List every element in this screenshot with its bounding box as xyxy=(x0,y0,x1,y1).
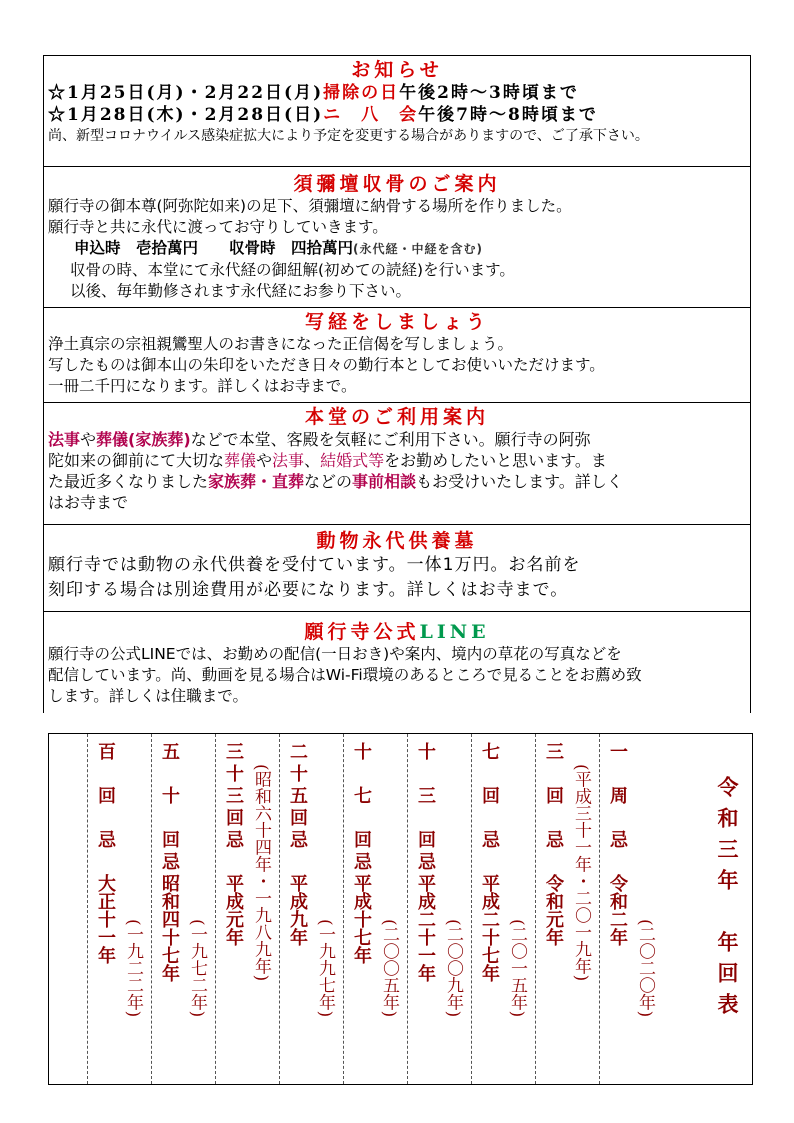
memorial-name: 十 七 回忌 xyxy=(351,742,372,874)
memorial-year: (二〇二〇年) xyxy=(635,919,655,1018)
hondo-text: た最近多くなりました xyxy=(48,472,209,491)
shumidan-price-text: 申込時 壱拾萬円 収骨時 四拾萬円 xyxy=(74,239,354,257)
line-line-2: 配信しています。尚、動画を見る場合はWi-Fi環境のあるところで見ることをお薦め致 xyxy=(48,666,642,684)
shumidan-price-note: (永代経・中経を含む) xyxy=(353,242,483,256)
notice-line-1-event: 掃除の日 xyxy=(323,83,400,103)
shumidan-line-4: 収骨の時、本堂にて永代経の御紐解(初めての読経)を行います。 xyxy=(70,261,515,279)
line-title-text: 願行寺公式 xyxy=(304,621,420,643)
hondo-text: 、 xyxy=(304,451,321,470)
shakyo-line-2: 写したものは御本山の朱印をいただき日々の勤行本としてお使いいただけます。 xyxy=(48,356,605,374)
line-title xyxy=(44,620,750,644)
hondo-text: や xyxy=(256,451,273,470)
memorial-column xyxy=(535,734,600,1084)
memorial-name: 三十三回忌 xyxy=(223,742,244,852)
pet-section xyxy=(44,525,750,612)
memorial-name: 七 回 忌 xyxy=(479,742,500,852)
memorial-year: (一九七二年) xyxy=(187,919,207,1018)
notice-section xyxy=(44,56,750,167)
memorial-era: 平成二十七年 xyxy=(479,874,500,982)
hondo-text: もお受けいたします。詳しく xyxy=(416,472,623,491)
shumidan-title: 須彌壇収骨のご案内 xyxy=(293,173,501,195)
memorial-name: 一 周 忌 xyxy=(607,742,628,852)
memorial-name: 十 三 回忌 xyxy=(415,742,436,874)
hondo-line-3 xyxy=(44,471,750,492)
memorial-era: 大正十一年 xyxy=(95,874,116,964)
notice-line-2-date: ☆1月28日(木)・2月28日(日) xyxy=(48,105,324,125)
memorial-era: 平成元年 xyxy=(223,874,244,946)
memorial-column xyxy=(151,734,216,1084)
memorial-name: 三 回 忌 xyxy=(543,742,564,852)
memorial-year: (一九二二年) xyxy=(123,919,143,1018)
hondo-consult: 事前相談 xyxy=(352,472,417,491)
hondo-text: や xyxy=(80,430,97,449)
shumidan-line-1: 願行寺の御本尊(阿弥陀如来)の足下、須彌壇に納骨する場所を作りました。 xyxy=(48,197,572,215)
notice-board xyxy=(43,55,751,713)
memorial-era: 平成九年 xyxy=(287,874,308,946)
notice-line-2 xyxy=(44,104,750,126)
memorial-name: 百 回 忌 xyxy=(95,742,116,852)
hondo-line-4: はお寺まで xyxy=(48,493,129,512)
hondo-text: 陀如来の御前にて大切な xyxy=(48,451,225,470)
shumidan-price xyxy=(44,238,750,260)
memorial-year: (一九九七年) xyxy=(315,919,335,1018)
hondo-wedding: 結婚式等 xyxy=(320,451,385,470)
notice-line-1-date: ☆1月25日(月)・2月22日(月) xyxy=(48,83,324,103)
notice-line-1-time: 午後2時～3時頃まで xyxy=(399,83,579,103)
memorial-column xyxy=(471,734,536,1084)
hondo-hoji: 法事 xyxy=(48,430,81,449)
memorial-column xyxy=(599,734,664,1084)
hondo-line-1 xyxy=(44,429,750,450)
notice-line-2-time: 午後7時～8時頃まで xyxy=(418,105,598,125)
memorial-year: (二〇〇五年) xyxy=(379,919,399,1018)
hondo-line-2 xyxy=(44,450,750,471)
memorial-era: 平成十七年 xyxy=(351,874,372,964)
memorial-era: 平成二十一年 xyxy=(415,874,436,982)
line-line-3: します。詳しくは住職まで。 xyxy=(48,687,248,705)
memorial-year: (二〇〇九年) xyxy=(443,919,463,1018)
line-title-brand: LINE xyxy=(419,621,490,643)
hondo-text: などの xyxy=(304,472,353,491)
notice-note: 尚、新型コロナウイルス感染症拡大により予定を変更する場合がありますので、ご了承下さい。 xyxy=(48,128,649,144)
memorial-column xyxy=(407,734,472,1084)
memorial-column xyxy=(87,734,152,1084)
shakyo-line-1: 浄土真宗の宗祖親鸞聖人のお書きになった正信偈を写しましょう。 xyxy=(48,335,514,353)
memorial-heading: 令和三年 年回表 xyxy=(715,776,740,1024)
memorial-era: 令和二年 xyxy=(607,874,628,946)
memorial-year: (二〇一五年) xyxy=(507,919,527,1018)
memorial-table xyxy=(48,733,753,1085)
hondo-text: をお勤めしたいと思います。ま xyxy=(384,451,607,470)
line-section xyxy=(44,612,750,714)
memorial-era: 昭和四十七年 xyxy=(159,874,180,982)
memorial-year: (昭和六十四年・一九八九年) xyxy=(251,764,271,982)
notice-line-1 xyxy=(44,82,750,104)
hondo-section xyxy=(44,403,750,525)
hondo-sogi: 葬儀(家族葬) xyxy=(96,430,191,449)
memorial-name: 二十五回忌 xyxy=(287,742,308,852)
shumidan-section xyxy=(44,167,750,308)
line-line-1: 願行寺の公式LINEでは、お勤めの配信(一日おき)や案内、境内の草花の写真などを xyxy=(48,645,622,663)
pet-line-1: 願行寺では動物の永代供養を受付ています。一体1万円。お名前を xyxy=(48,555,581,575)
shakyo-line-3: 一冊二千円になります。詳しくはお寺まで。 xyxy=(48,377,357,395)
shakyo-section xyxy=(44,308,750,403)
notice-title: お知らせ xyxy=(351,59,443,81)
memorial-column xyxy=(343,734,408,1084)
shumidan-line-2: 願行寺と共に永代に渡ってお守りしていきます。 xyxy=(48,218,388,236)
memorial-year: (平成三十一年・二〇一九年) xyxy=(571,764,591,982)
memorial-era: 令和元年 xyxy=(543,874,564,946)
hondo-title: 本堂のご利用案内 xyxy=(304,406,489,428)
memorial-column xyxy=(215,734,280,1084)
hondo-sogi: 葬儀 xyxy=(224,451,257,470)
hondo-text: などで本堂、客殿を気軽にご利用下さい。願行寺の阿弥 xyxy=(190,430,591,449)
memorial-column xyxy=(279,734,344,1084)
pet-title: 動物永代供養墓 xyxy=(316,530,478,552)
hondo-kazokuso: 家族葬・直葬 xyxy=(208,472,305,491)
hondo-hoji: 法事 xyxy=(272,451,305,470)
notice-line-2-event: ニ 八 会 xyxy=(323,105,419,125)
memorial-name: 五 十 回忌 xyxy=(159,742,180,874)
shakyo-title: 写経をしましょう xyxy=(304,311,489,333)
shumidan-line-5: 以後、毎年勤修されます永代経にお参り下さい。 xyxy=(70,282,412,300)
pet-line-2: 刻印する場合は別途費用が必要になります。詳しくはお寺まで。 xyxy=(48,580,569,600)
